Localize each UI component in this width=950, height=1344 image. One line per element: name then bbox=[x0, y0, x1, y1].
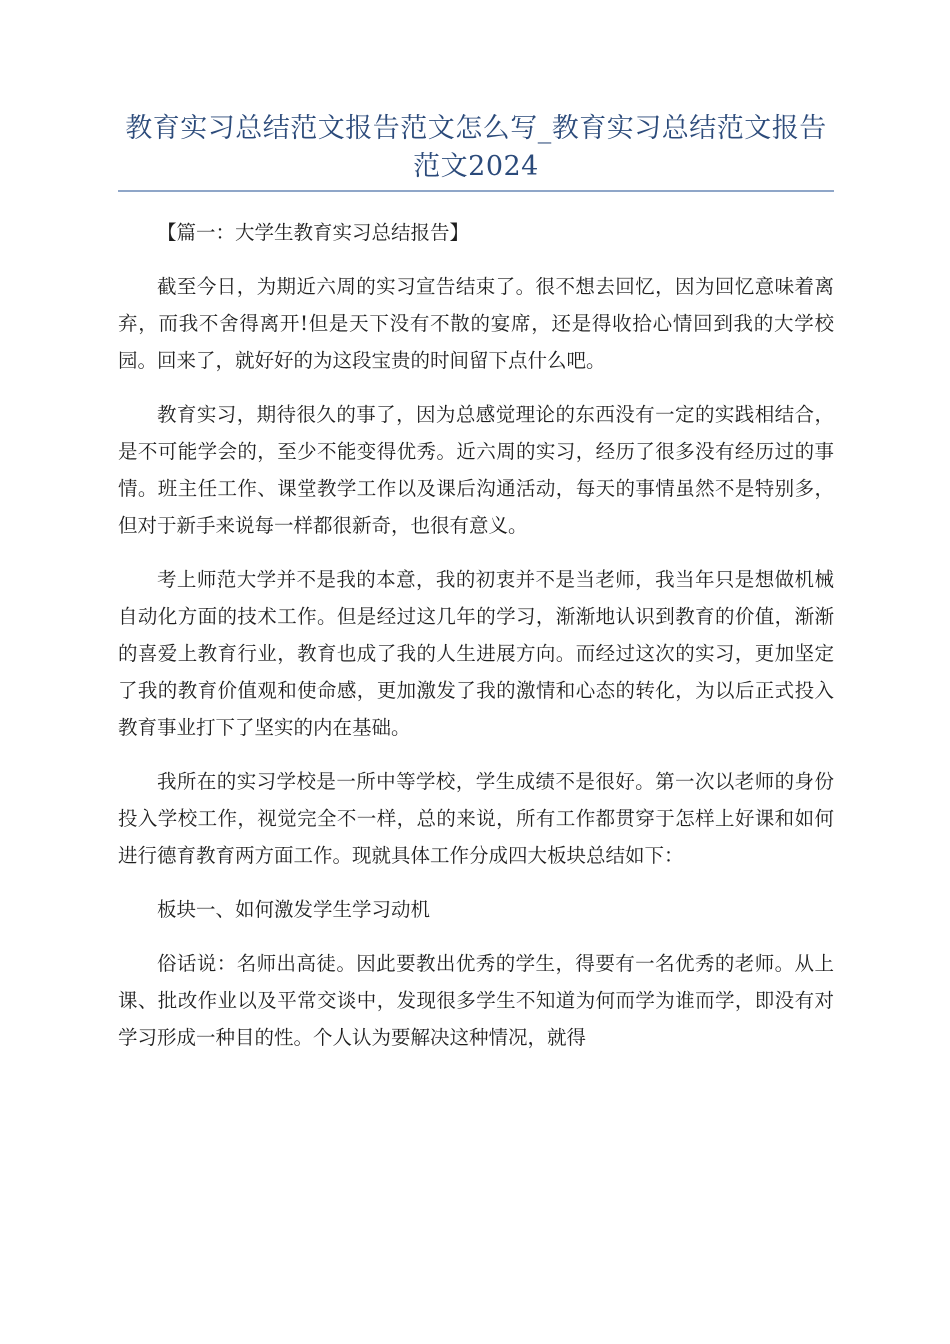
block-subheading: 板块一、如何激发学生学习动机 bbox=[157, 898, 431, 921]
paragraph: 俗话说：名师出高徒。因此要教出优秀的学生，得要有一名优秀的老师。从上课、批改作业以及平常交谈中，发现很多学生不知道为何而学为谁而学，即没有对学习形成一种目的性。个人认为要解决这种情况，就得 bbox=[118, 952, 834, 1049]
document-page bbox=[118, 110, 834, 1073]
paragraph: 考上师范大学并不是我的本意，我的初衷并不是当老师，我当年只是想做机械自动化方面的技术工作。但是经过这几年的学习，渐渐地认识到教育的价值，渐渐的喜爱上教育行业，教育也成了我的人生进展方向。而经过这次的实习，更加坚定了我的教育价值观和使命感，更加激发了我的激情和心态的转化，为以后正式投入教育事业打下了坚实的内在基础。 bbox=[118, 568, 834, 739]
section-heading: 【篇一：大学生教育实习总结报告】 bbox=[157, 221, 470, 244]
paragraph: 教育实习，期待很久的事了，因为总感觉理论的东西没有一定的实践相结合，是不可能学会的，至少不能变得优秀。近六周的实习，经历了很多没有经历过的事情。班主任工作、课堂教学工作以及课后沟通活动，每天的事情虽然不是特别多，但对于新手来说每一样都很新奇，也很有意义。 bbox=[118, 403, 834, 537]
paragraph: 截至今日，为期近六周的实习宣告结束了。很不想去回忆，因为回忆意味着离弃，而我不舍得离开!但是天下没有不散的宴席，还是得收拾心情回到我的大学校园。回来了，就好好的为这段宝贵的时间留下点什么吧。 bbox=[118, 275, 834, 372]
document-title: 教育实习总结范文报告范文怎么写_教育实习总结范文报告范文2024 bbox=[125, 113, 827, 182]
paragraph: 我所在的实习学校是一所中等学校，学生成绩不是很好。第一次以老师的身份投入学校工作，视觉完全不一样，总的来说，所有工作都贯穿于怎样上好课和如何进行德育教育两方面工作。现就具体工作分成四大板块总结如下： bbox=[118, 770, 834, 867]
title-underline bbox=[118, 190, 834, 192]
